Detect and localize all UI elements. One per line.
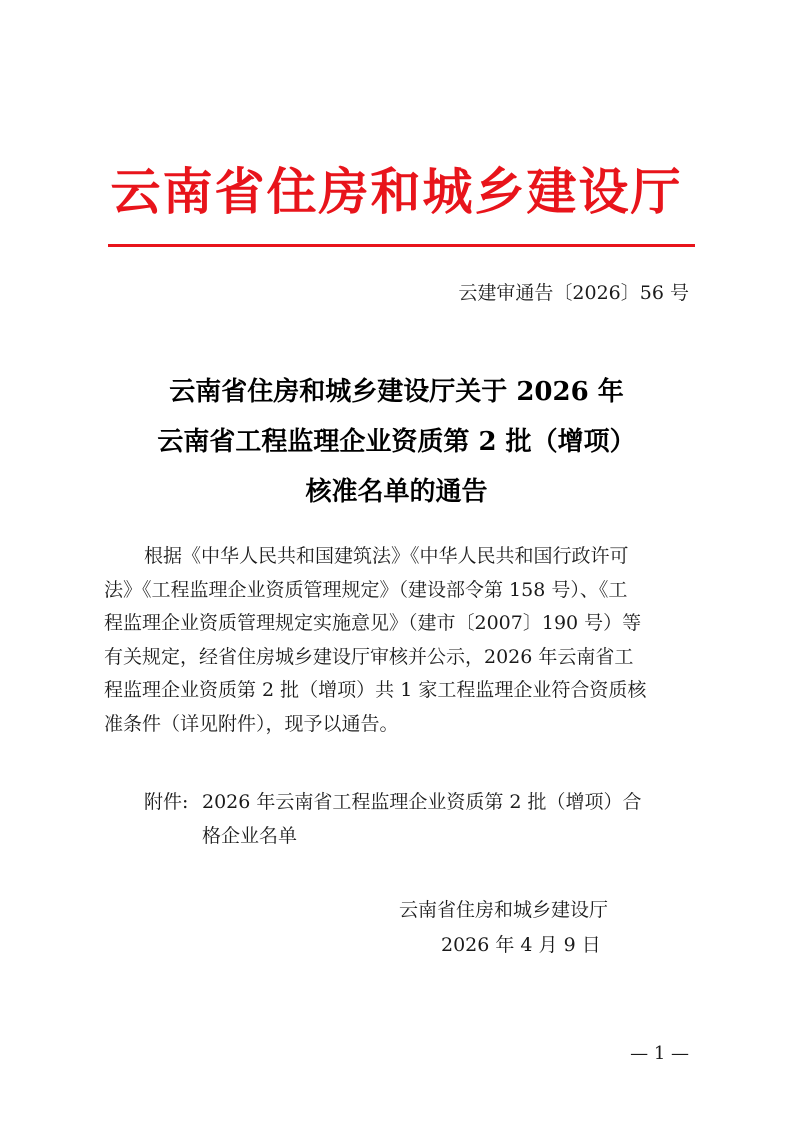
title-line: 核准名单的通告 xyxy=(305,477,488,507)
signature-block xyxy=(399,893,659,963)
attachment-line: 2026 年云南省工程监理企业资质第 2 批（增项）合 xyxy=(202,791,642,813)
document-number: 云建审通告〔2026〕56 号 xyxy=(458,282,689,304)
title-line: 云南省住房和城乡建设厅关于 2026 年 xyxy=(169,377,624,407)
issuer-heading: 云南省住房和城乡建设厅 xyxy=(110,163,683,221)
body-line: 根据《中华人民共和国建筑法》《中华人民共和国行政许可 xyxy=(144,545,629,567)
page-number: — 1 — xyxy=(630,1043,689,1064)
body-line: 法》《工程监理企业资质管理规定》（建设部令第 158 号）、《工 xyxy=(104,578,628,601)
attachment-label: 附件: xyxy=(144,791,189,813)
signature-org: 云南省住房和城乡建设厅 xyxy=(399,899,609,921)
attachment-text xyxy=(202,786,697,853)
signature-date: 2026 年 4 月 9 日 xyxy=(441,934,601,956)
red-divider xyxy=(108,244,695,247)
title-line: 云南省工程监理企业资质第 2 批（增项） xyxy=(157,427,636,457)
notice-title xyxy=(0,367,793,517)
attachment-line: 格企业名单 xyxy=(202,824,298,847)
body-line: 程监理企业资质第 2 批（增项）共 1 家工程监理企业符合资质核 xyxy=(104,679,647,701)
body-paragraph xyxy=(104,540,690,741)
body-line: 准条件（详见附件），现予以通告。 xyxy=(104,712,399,735)
body-line: 程监理企业资质管理规定实施意见》（建市〔2007〕190 号）等 xyxy=(104,612,642,634)
body-line: 有关规定，经省住房城乡建设厅审核并公示，2026 年云南省工 xyxy=(104,645,634,668)
